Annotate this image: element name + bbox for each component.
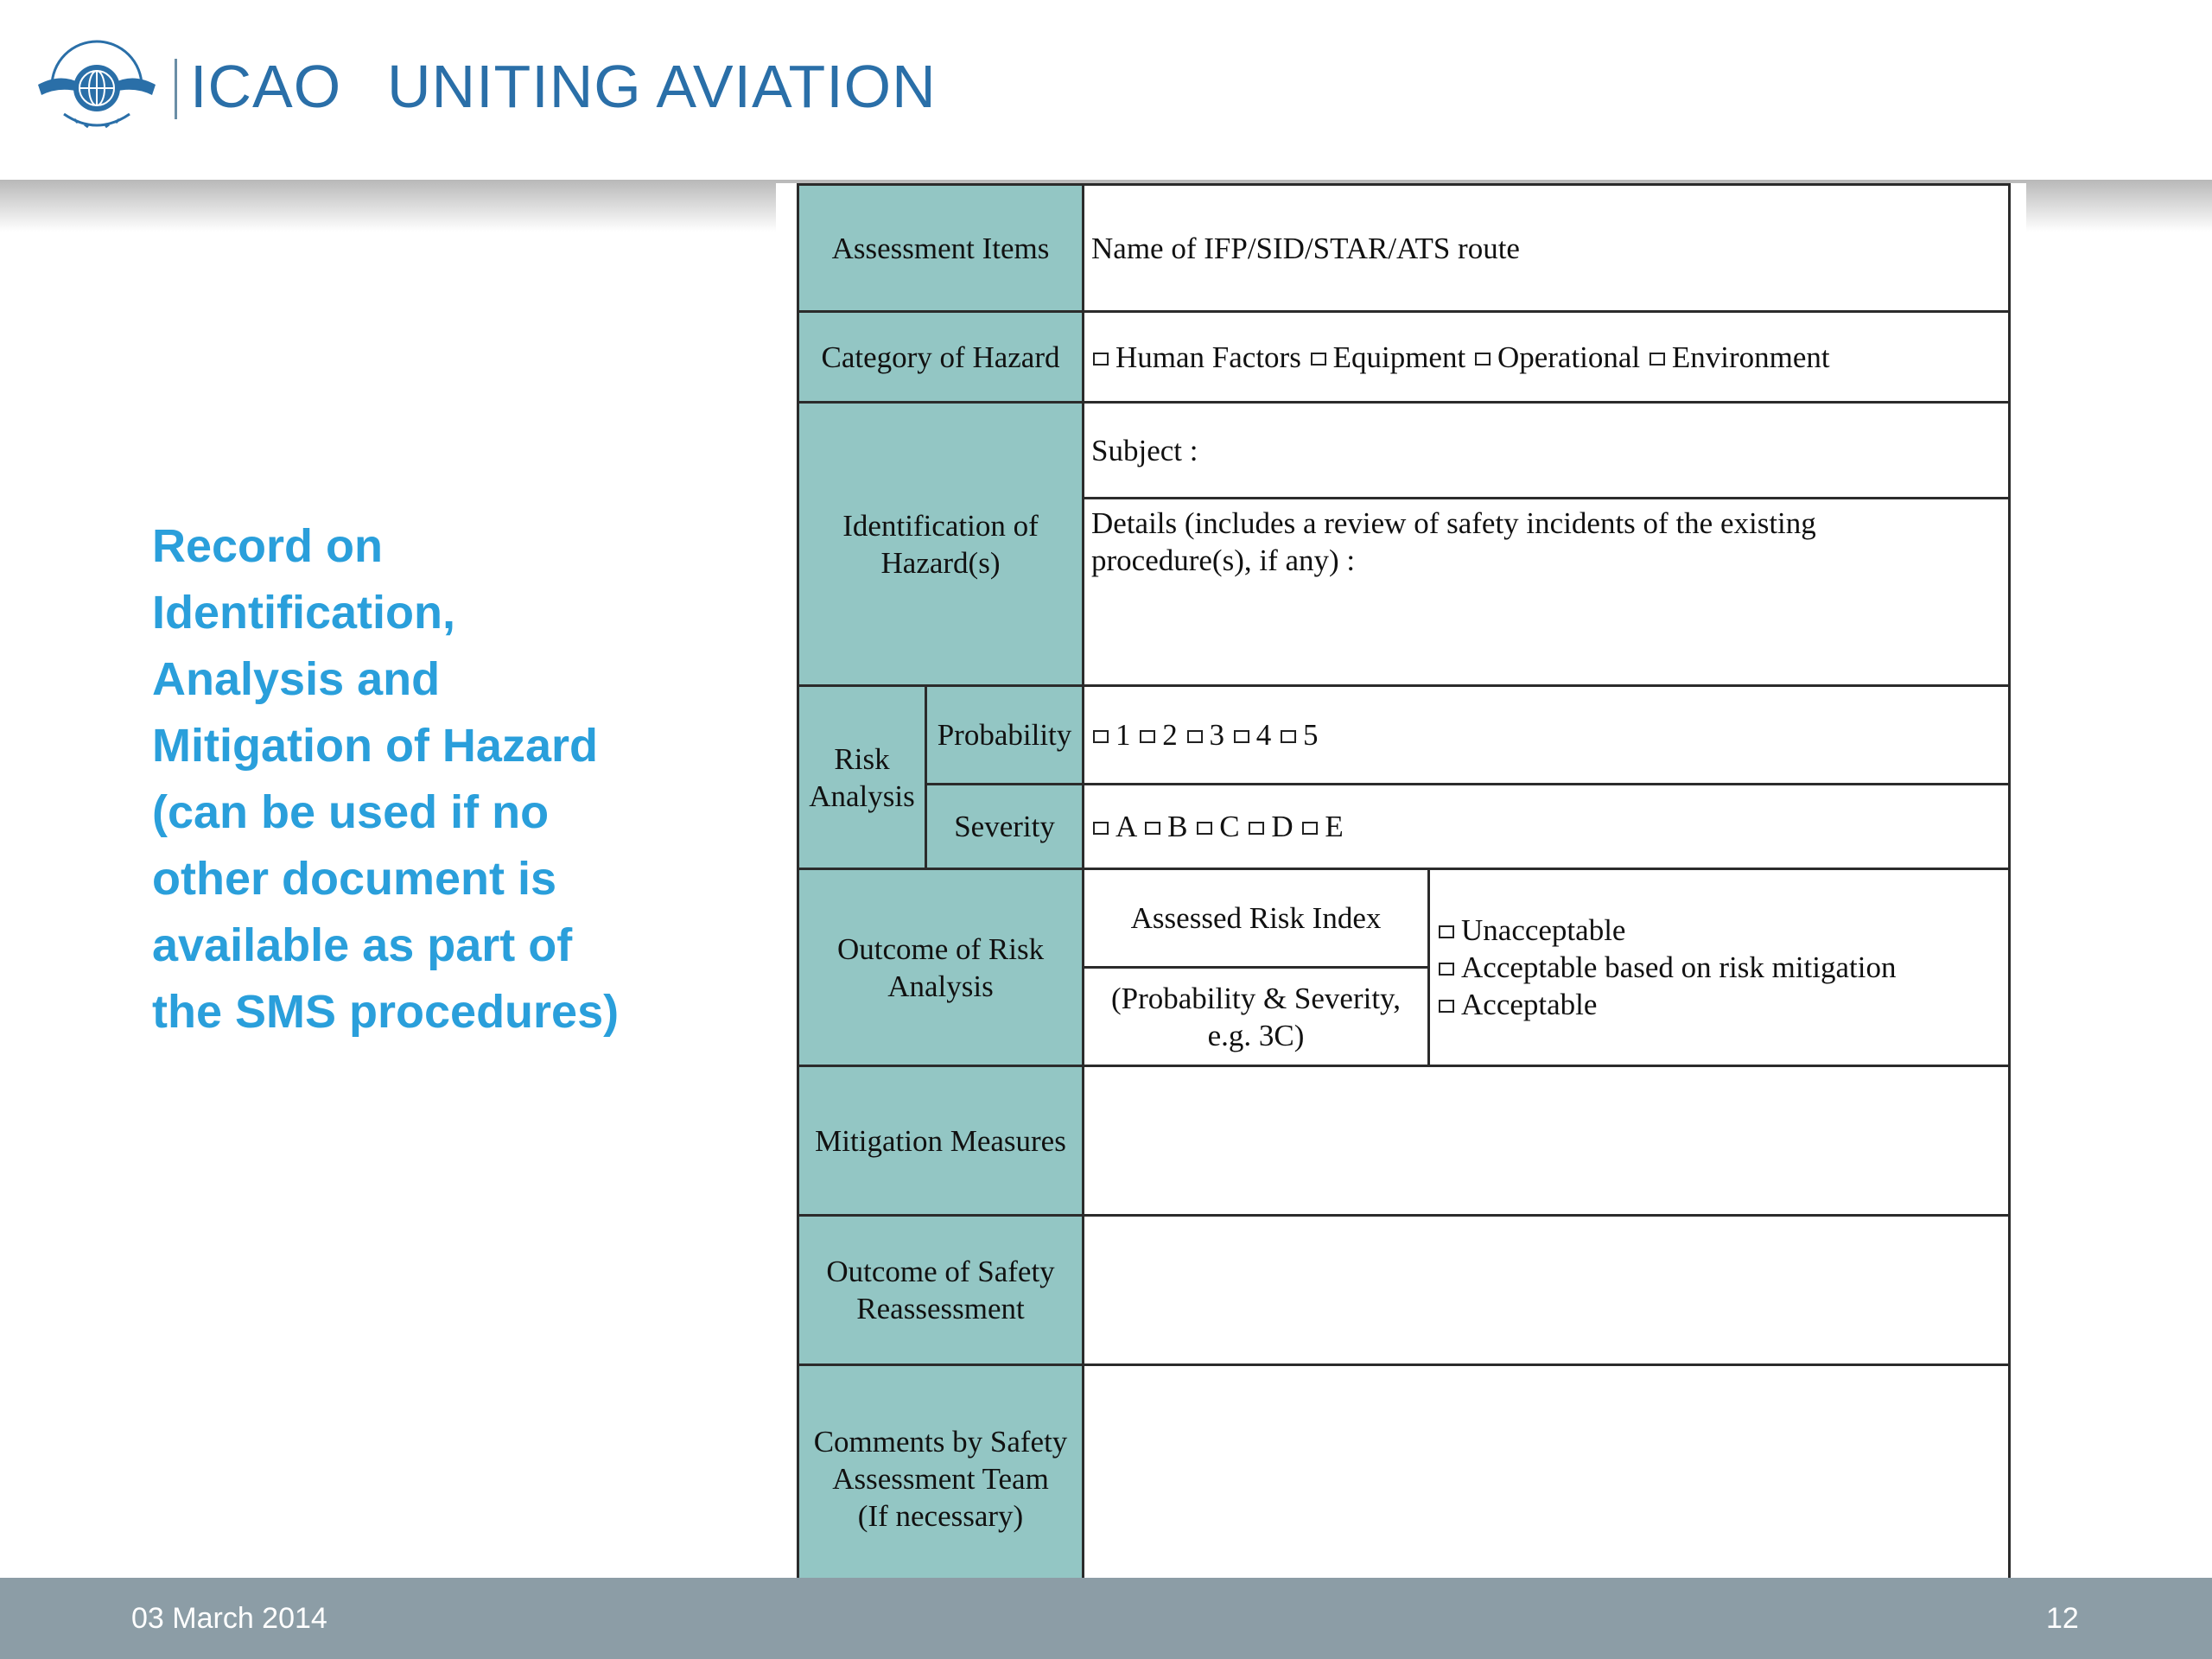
slide-title <box>152 513 671 1046</box>
row-category-of-hazard <box>798 312 2010 403</box>
option-acceptable: Acceptable <box>1461 988 1598 1021</box>
icao-emblem-icon <box>35 35 159 140</box>
category-options <box>1084 312 2010 403</box>
footer-date: 03 March 2014 <box>131 1602 327 1635</box>
option-operational: Operational <box>1497 340 1641 374</box>
option-probability-2: 2 <box>1162 718 1178 752</box>
checkbox-icon[interactable] <box>1145 822 1160 835</box>
slide-title-line: the SMS procedures) <box>152 986 620 1038</box>
checkbox-icon[interactable] <box>1439 963 1454 976</box>
label-comments <box>798 1365 1084 1592</box>
slide-title-line: other document is <box>152 853 557 905</box>
value-mitigation-measures[interactable] <box>1084 1066 2010 1216</box>
value-details <box>1084 499 2010 686</box>
label-outcome-of-safety-reassessment: Outcome of Safety Reassessment <box>798 1216 1084 1365</box>
header-bar <box>0 0 2212 180</box>
row-comments <box>798 1365 2010 1592</box>
checkbox-icon[interactable] <box>1649 353 1665 365</box>
hint-line: e.g. 3C) <box>1207 1018 1305 1052</box>
slide-title-line: Record on <box>152 520 384 572</box>
value-route-name: Name of IFP/SID/STAR/ATS route <box>1084 185 2010 312</box>
option-acceptable-with-mitigation: Acceptable based on risk mitigation <box>1461 950 1897 984</box>
row-severity <box>798 785 2010 869</box>
checkbox-icon[interactable] <box>1475 353 1491 365</box>
option-probability-1: 1 <box>1116 718 1131 752</box>
option-environment: Environment <box>1671 340 1830 374</box>
slide-title-line: (can be used if no <box>152 786 550 838</box>
checkbox-icon[interactable] <box>1197 822 1212 835</box>
slide-title-line: available as part of <box>152 919 573 971</box>
option-severity-e: E <box>1325 810 1344 843</box>
row-probability <box>798 686 2010 785</box>
label-risk-analysis: Risk Analysis <box>798 686 926 869</box>
hazard-record-form <box>776 183 2026 1612</box>
checkbox-icon[interactable] <box>1187 730 1203 743</box>
probability-options <box>1084 686 2010 785</box>
value-comments[interactable] <box>1084 1365 2010 1592</box>
checkbox-icon[interactable] <box>1093 822 1109 835</box>
checkbox-icon[interactable] <box>1302 822 1318 835</box>
row-assessment-items <box>798 185 2010 312</box>
checkbox-icon[interactable] <box>1234 730 1249 743</box>
option-severity-d: D <box>1271 810 1294 843</box>
outcome-options <box>1429 869 2010 1066</box>
outcome-option <box>1437 986 2001 1023</box>
value-subject: Subject : <box>1084 403 2010 499</box>
outcome-option <box>1437 949 2001 986</box>
checkbox-icon[interactable] <box>1439 1000 1454 1013</box>
option-severity-c: C <box>1219 810 1240 843</box>
option-probability-5: 5 <box>1303 718 1319 752</box>
option-probability-4: 4 <box>1255 718 1272 752</box>
label-probability: Probability <box>926 686 1084 785</box>
logo-divider <box>175 59 177 119</box>
hint-line: (Probability & Severity, <box>1110 981 1402 1015</box>
row-reassessment <box>798 1216 2010 1365</box>
checkbox-icon[interactable] <box>1093 730 1109 743</box>
row-outcome-risk-index <box>798 869 2010 968</box>
footer-bar <box>0 1578 2212 1659</box>
label-assessed-risk-index: Assessed Risk Index <box>1084 869 1429 968</box>
label-mitigation-measures: Mitigation Measures <box>798 1066 1084 1216</box>
comments-label-line: (If necessary) <box>857 1498 1024 1533</box>
checkbox-icon[interactable] <box>1140 730 1155 743</box>
value-safety-reassessment[interactable] <box>1084 1216 2010 1365</box>
label-category-of-hazard: Category of Hazard <box>798 312 1084 403</box>
slide-title-line: Identification, <box>152 587 455 639</box>
outcome-option <box>1437 912 2001 949</box>
severity-options <box>1084 785 2010 869</box>
option-probability-3: 3 <box>1209 718 1225 752</box>
slide-title-line: Mitigation of Hazard <box>152 720 598 772</box>
brand-name: ICAO <box>190 53 342 120</box>
checkbox-icon[interactable] <box>1311 353 1326 365</box>
label-severity: Severity <box>926 785 1084 869</box>
checkbox-icon[interactable] <box>1093 353 1109 365</box>
option-equipment: Equipment <box>1332 340 1466 374</box>
checkbox-icon[interactable] <box>1249 822 1264 835</box>
brand-tagline: UNITING AVIATION <box>387 53 937 120</box>
assessed-risk-hint <box>1084 968 1429 1066</box>
option-severity-a: A <box>1116 810 1136 843</box>
comments-label-line: Comments by Safety <box>813 1424 1068 1459</box>
checkbox-icon[interactable] <box>1439 925 1454 938</box>
details-line: procedure(s), if any) : <box>1091 543 1356 577</box>
checkbox-icon[interactable] <box>1281 730 1296 743</box>
slide-title-line: Analysis and <box>152 653 441 705</box>
hazard-record-table <box>797 183 2011 1612</box>
label-assessment-items: Assessment Items <box>798 185 1084 312</box>
details-line: Details (includes a review of safety incidents of the existing <box>1091 506 1816 540</box>
option-unacceptable: Unacceptable <box>1461 913 1626 947</box>
label-outcome-of-risk-analysis: Outcome of Risk Analysis <box>798 869 1084 1066</box>
row-hazard-subject <box>798 403 2010 499</box>
option-severity-b: B <box>1167 810 1188 843</box>
label-identification-of-hazard: Identification of Hazard(s) <box>798 403 1084 686</box>
comments-label-line: Assessment Team <box>832 1461 1049 1496</box>
row-mitigation <box>798 1066 2010 1216</box>
option-human-factors: Human Factors <box>1116 340 1301 374</box>
page-number: 12 <box>2046 1602 2079 1635</box>
